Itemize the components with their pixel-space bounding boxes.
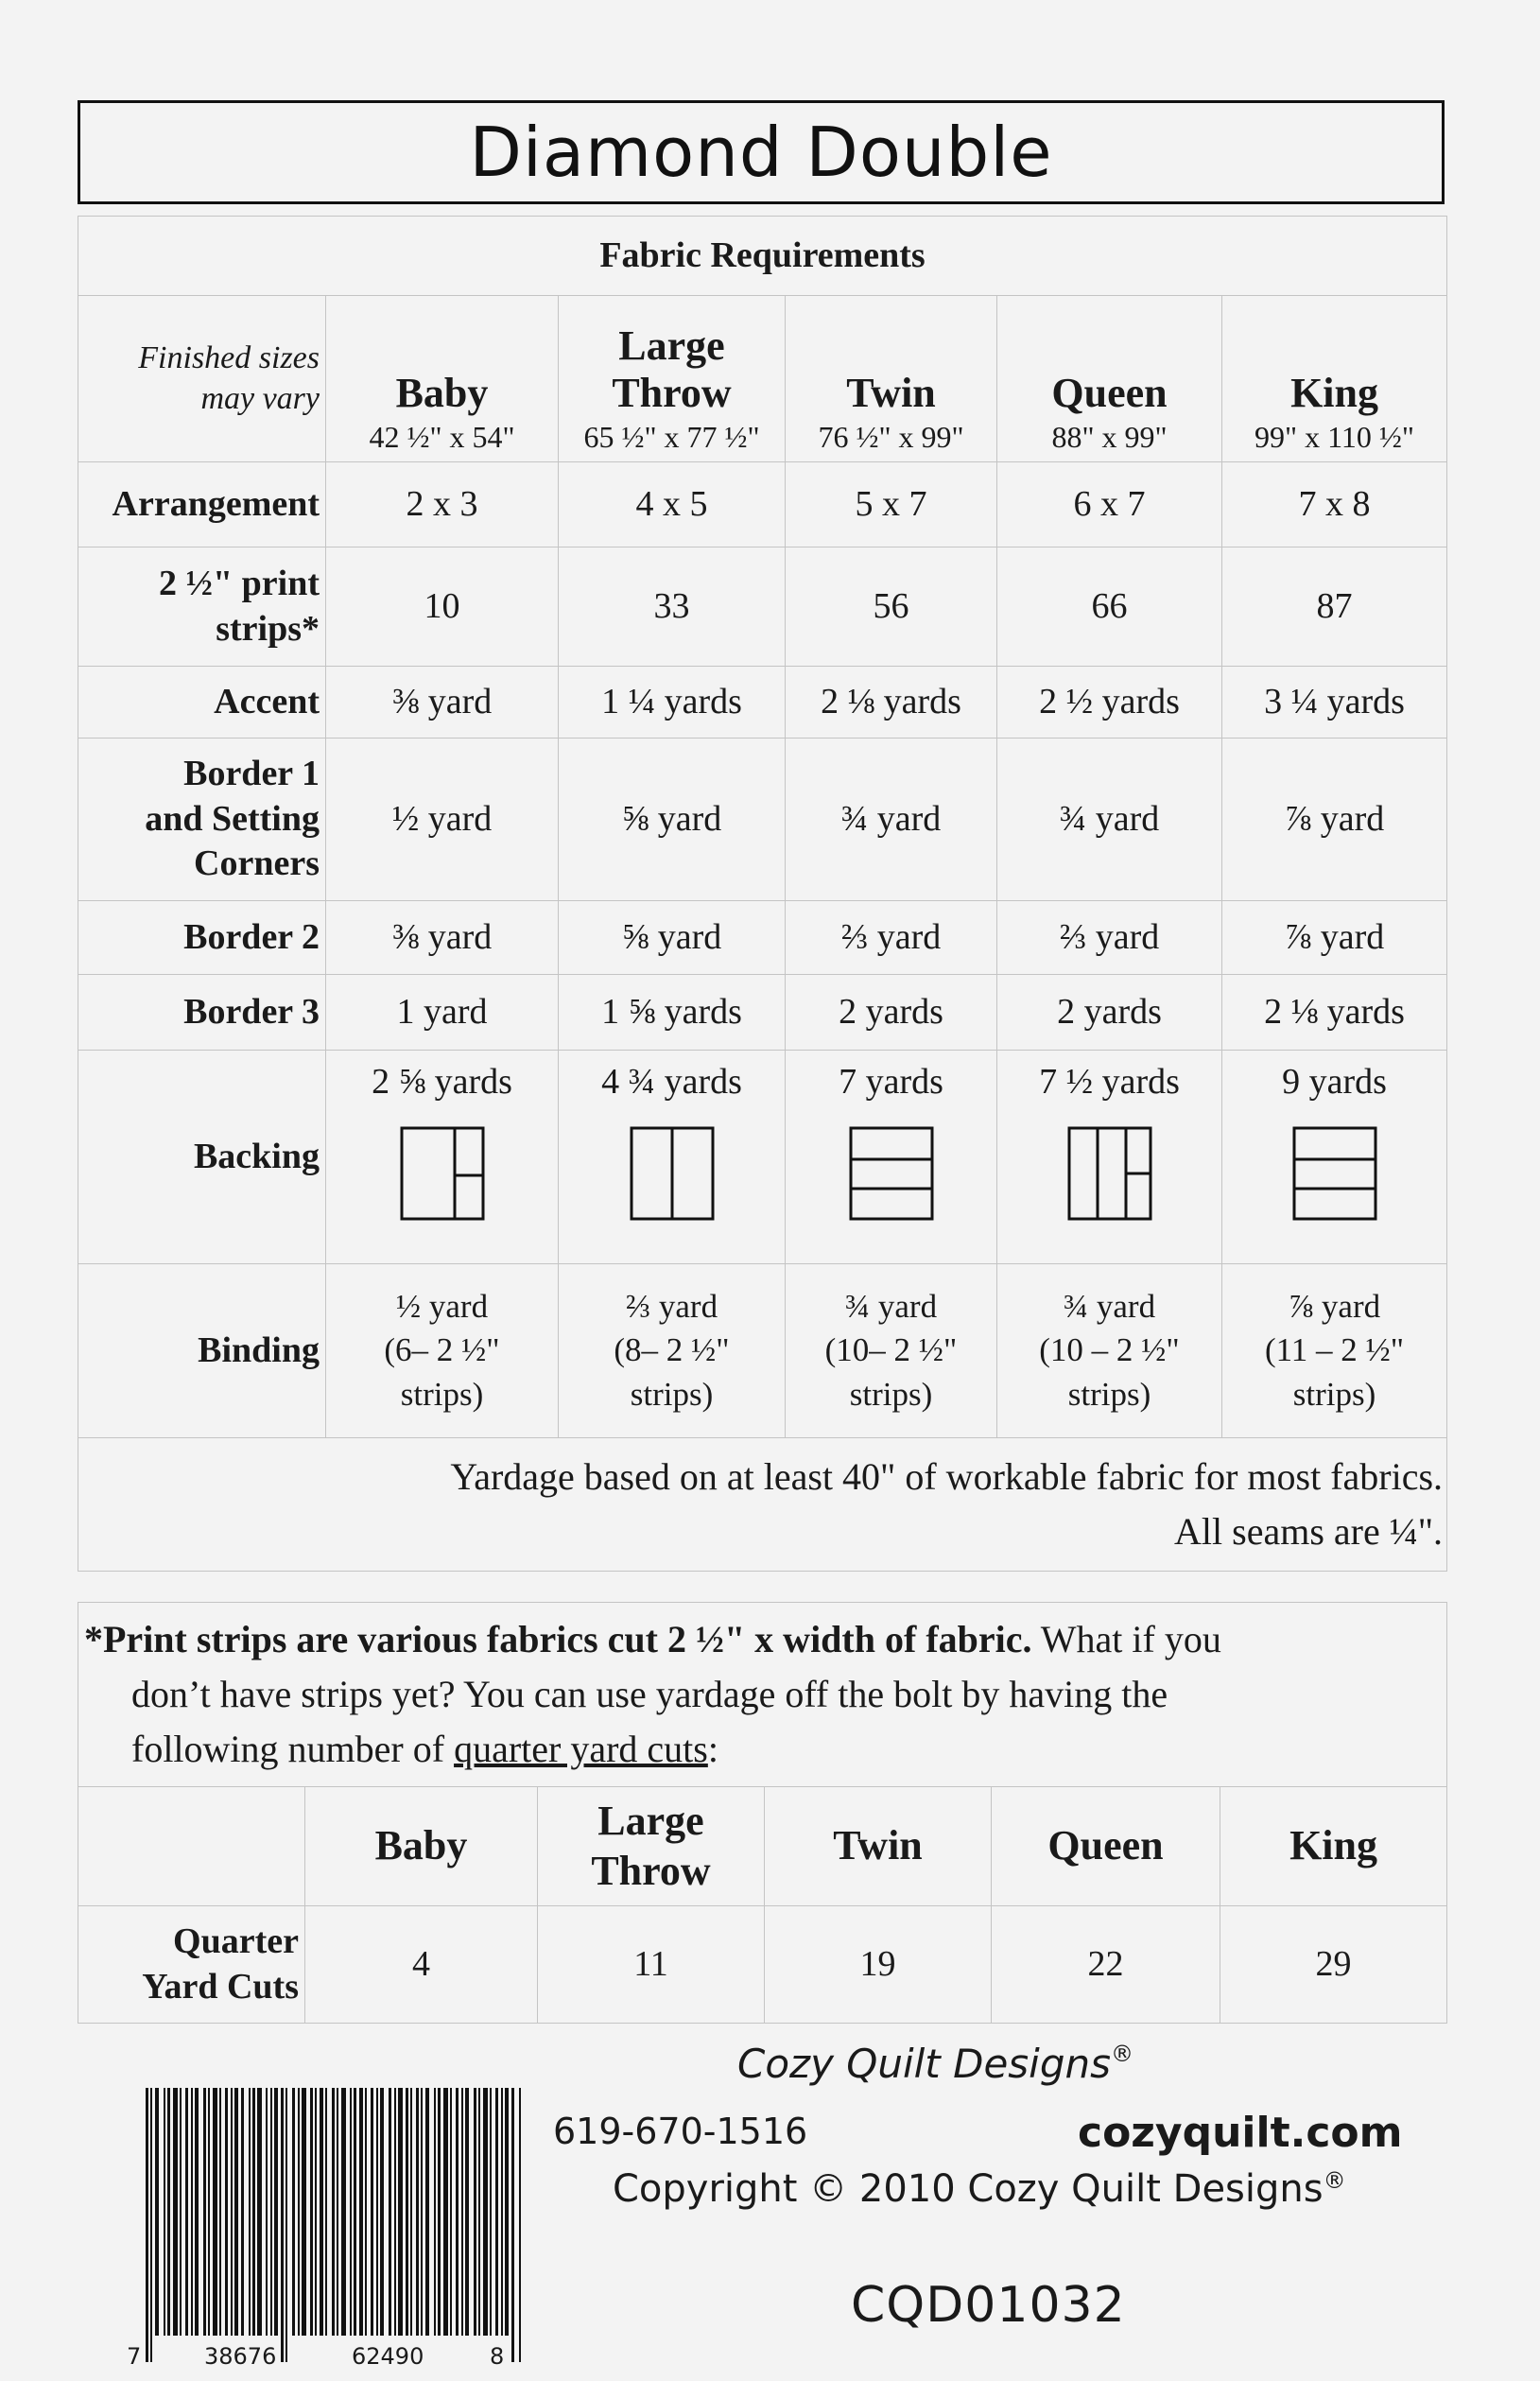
yardage-note-row (78, 1438, 1447, 1572)
size-name: Baby (395, 370, 489, 417)
value-cell (326, 975, 559, 1051)
cell-line: ⅔ yard (1059, 916, 1160, 957)
binding-row (78, 1264, 1447, 1438)
barcode-bar (257, 2088, 262, 2336)
barcode-bar (195, 2088, 199, 2336)
backing-amount: 7 yards (839, 1062, 943, 1102)
quarter-size-header (538, 1787, 765, 1906)
barcode-bar (146, 2088, 148, 2362)
footnote-row (78, 1603, 1447, 1787)
cell-line: strips* (216, 608, 320, 649)
backing-row (78, 1051, 1447, 1264)
quarter-yard-cuts-term: quarter yard cuts (454, 1728, 708, 1770)
size-dimensions: 42 ½" x 54" (369, 420, 515, 454)
cell-line: (10 – 2 ½" (1039, 1331, 1180, 1369)
barcode-bar (315, 2088, 317, 2336)
barcode-bar (241, 2088, 244, 2336)
barcode-bar (501, 2088, 503, 2336)
cell-line: Border 3 (183, 991, 320, 1032)
cell-line: Twin (833, 1822, 923, 1869)
backing-cell (326, 1051, 559, 1264)
cell-line: 2 ⅛ yards (821, 681, 961, 721)
footnote-line (84, 1722, 1443, 1777)
cell-line: 4 x 5 (635, 483, 708, 524)
value-cell (786, 462, 997, 547)
quarter-value-cell: 4 (305, 1906, 538, 2024)
registered-mark: ® (1323, 2167, 1346, 2194)
value-cell (559, 901, 786, 975)
barcode-bars (142, 2088, 529, 2372)
value-cell (559, 547, 786, 667)
barcode-bar (398, 2088, 403, 2336)
binding-cell (326, 1264, 559, 1438)
cell-line: Queen (1047, 1822, 1164, 1869)
barcode-bar (371, 2088, 373, 2336)
quarter-value-cell: 29 (1220, 1906, 1447, 2024)
row-label-binding: Binding (78, 1264, 326, 1438)
cell-line: ⅞ yard (1284, 798, 1385, 839)
size-dimensions: 65 ½" x 77 ½" (583, 420, 760, 454)
barcode-bar (164, 2088, 165, 2336)
cell-line: 6 x 7 (1073, 483, 1146, 524)
website-url[interactable]: cozyquilt.com (1078, 2109, 1403, 2157)
size-dimensions: 88" x 99" (1051, 420, 1168, 454)
cell-line: and Setting (145, 798, 320, 839)
cell-line: ½ yard (395, 1288, 489, 1326)
barcode-bar (450, 2088, 452, 2336)
cell-line: 3 ¼ yards (1264, 681, 1405, 721)
barcode-bar (511, 2088, 514, 2362)
barcode-bar (421, 2088, 423, 2336)
row-label (78, 667, 326, 739)
cell-line: 2 x 3 (406, 483, 478, 524)
barcode-bar (320, 2088, 323, 2336)
quarter-value-row (78, 1906, 1447, 2024)
cell-line: ⅞ yard (1284, 916, 1385, 957)
requirement-row (78, 739, 1447, 901)
cell-line: ⅝ yard (621, 798, 722, 839)
fabric-requirements-table (78, 216, 1447, 1572)
size-dimensions: 99" x 110 ½" (1254, 420, 1414, 454)
backing-cell (1222, 1051, 1447, 1264)
cell-line: 1 yard (396, 991, 488, 1032)
row-label (78, 975, 326, 1051)
barcode-bar (274, 2088, 278, 2336)
value-cell (326, 462, 559, 547)
size-name: Twin (846, 370, 936, 417)
barcode-bar (365, 2088, 367, 2336)
cell-line: Corners (194, 843, 320, 884)
barcode-bar (292, 2088, 295, 2336)
cell-line: ⅝ yard (621, 916, 722, 957)
label-line: Yard Cuts (142, 1966, 299, 2007)
cell-line: strips) (630, 1375, 714, 1413)
barcode-bar (490, 2088, 492, 2336)
barcode-bar (173, 2088, 178, 2336)
cell-line: strips) (849, 1375, 933, 1413)
finished-note-line: may vary (200, 380, 320, 416)
barcode-bar (325, 2088, 327, 2336)
value-cell (786, 547, 997, 667)
quarter-size-header (765, 1787, 992, 1906)
size-header-baby (326, 296, 559, 462)
cell-line: strips) (1292, 1375, 1376, 1413)
barcode-bar (438, 2088, 441, 2336)
barcode-bar (495, 2088, 498, 2336)
value-cell (1222, 739, 1447, 901)
barcode-bar (341, 2088, 346, 2336)
barcode-bar (302, 2088, 306, 2336)
value-cell (997, 901, 1222, 975)
value-cell (997, 667, 1222, 739)
barcode-bar (416, 2088, 419, 2336)
size-header-queen (997, 296, 1222, 462)
cell-line: (8– 2 ½" (614, 1331, 730, 1369)
cell-line: 5 x 7 (855, 483, 927, 524)
barcode-bar (180, 2088, 182, 2336)
value-cell (1222, 667, 1447, 739)
yardage-note-line: All seams are ¼". (1174, 1510, 1444, 1553)
barcode-bar (219, 2088, 221, 2336)
barcode-digit: 62490 (352, 2343, 424, 2370)
barcode-bar (208, 2088, 210, 2336)
value-cell (786, 667, 997, 739)
barcode-bar (350, 2088, 352, 2336)
barcode-bar (234, 2088, 238, 2336)
size-name: King (1290, 370, 1378, 417)
brand-logo-text (737, 2041, 1133, 2087)
barcode-bar (505, 2088, 509, 2336)
cell-line: (6– 2 ½" (384, 1331, 500, 1369)
barcode-bar (376, 2088, 378, 2336)
quarter-value-cell: 22 (992, 1906, 1220, 2024)
cell-line: 2 ⅛ yards (1264, 991, 1405, 1032)
value-cell (1222, 547, 1447, 667)
footnote-bold: *Print strips are various fabrics cut 2 ½" x width of fabric. (84, 1618, 1032, 1660)
value-cell (997, 739, 1222, 901)
registered-mark: ® (1111, 2041, 1134, 2067)
cell-line: ⅔ yard (840, 916, 942, 957)
quarter-size-header (1220, 1787, 1447, 1906)
label-line: Quarter (173, 1921, 299, 1961)
yardage-note-line: Yardage based on at least 40" of workable fabric for most fabrics. (450, 1455, 1444, 1498)
quarter-yard-table (78, 1602, 1447, 2024)
barcode-bar (443, 2088, 448, 2336)
row-label (78, 547, 326, 667)
copyright-notice (613, 2167, 1346, 2211)
footnote-text: : (707, 1728, 718, 1770)
value-cell (326, 547, 559, 667)
barcode (127, 2088, 529, 2376)
value-cell (326, 739, 559, 901)
size-header-large-throw (559, 296, 786, 462)
barcode-bar (425, 2088, 429, 2336)
backing-2v-icon (630, 1126, 715, 1221)
barcode-bar (185, 2088, 188, 2336)
cell-line: King (1289, 1822, 1377, 1869)
barcode-bar (394, 2088, 396, 2336)
barcode-bar (270, 2088, 272, 2336)
cell-line: 7 x 8 (1298, 483, 1371, 524)
barcode-bar (249, 2088, 251, 2336)
cell-line: strips) (1067, 1375, 1151, 1413)
barcode-bar (354, 2088, 356, 2336)
barcode-bar (231, 2088, 233, 2336)
binding-cell (997, 1264, 1222, 1438)
cell-line: (10– 2 ½" (824, 1331, 958, 1369)
binding-cell (786, 1264, 997, 1438)
pattern-title: Diamond Double (469, 113, 1053, 192)
barcode-bar (434, 2088, 436, 2336)
footnote-text: following number of (131, 1728, 455, 1770)
product-code: CQD01032 (851, 2277, 1126, 2334)
barcode-bar (332, 2088, 335, 2336)
table-heading: Fabric Requirements (78, 217, 1447, 296)
finished-note-line: Finished sizes (138, 340, 320, 375)
value-cell (559, 462, 786, 547)
value-cell (559, 975, 786, 1051)
cell-line: Large (597, 1797, 704, 1844)
barcode-bar (337, 2088, 338, 2336)
cell-line: 56 (873, 585, 909, 626)
row-label-quarter-yard-cuts (78, 1906, 305, 2024)
cell-line: ⅔ yard (625, 1288, 718, 1326)
cell-line: Throw (591, 1847, 711, 1894)
cell-line: 2 ½ yards (1039, 681, 1180, 721)
size-name: Large (618, 322, 725, 369)
print-strips-footnote (78, 1603, 1447, 1787)
cell-line: 2 yards (839, 991, 943, 1032)
copyright-text: Copyright © 2010 Cozy Quilt Designs (613, 2167, 1324, 2211)
barcode-bar (461, 2088, 463, 2336)
barcode-bar (465, 2088, 469, 2336)
requirement-row (78, 901, 1447, 975)
finished-sizes-note (78, 296, 326, 462)
requirement-row (78, 462, 1447, 547)
cell-line: ⅜ yard (391, 916, 493, 957)
cell-line: strips) (400, 1375, 484, 1413)
value-cell (997, 975, 1222, 1051)
title-box (78, 100, 1445, 204)
value-cell (559, 739, 786, 901)
cell-line: ⅜ yard (391, 681, 493, 721)
cell-line: (11 – 2 ½" (1264, 1331, 1405, 1369)
value-cell (997, 547, 1222, 667)
barcode-bar (213, 2088, 217, 2336)
cell-line: ¾ yard (840, 798, 942, 839)
cell-line: Border 2 (183, 916, 320, 957)
brand-name: Cozy Quilt Designs (737, 2041, 1112, 2087)
size-name: Throw (612, 370, 732, 417)
requirement-row (78, 547, 1447, 667)
backing-3h-icon (849, 1126, 934, 1221)
quarter-value-cell: 19 (765, 1906, 992, 2024)
backing-amount: 7 ½ yards (1039, 1062, 1180, 1102)
binding-cell (1222, 1264, 1447, 1438)
cell-line: ½ yard (391, 798, 493, 839)
backing-amount: 9 yards (1282, 1062, 1387, 1102)
value-cell (1222, 901, 1447, 975)
cell-line: 66 (1091, 585, 1128, 626)
cell-line: 1 ¼ yards (601, 681, 742, 721)
barcode-bar (406, 2088, 408, 2336)
quarter-size-header (992, 1787, 1220, 1906)
value-cell (1222, 462, 1447, 547)
cell-line: Accent (214, 681, 320, 721)
barcode-bar (281, 2088, 284, 2362)
barcode-bar (478, 2088, 480, 2336)
yardage-note (78, 1438, 1447, 1572)
row-label-backing: Backing (78, 1051, 326, 1264)
backing-amount: 2 ⅝ yards (372, 1062, 512, 1102)
barcode-bar (483, 2088, 488, 2336)
backing-2v-split-icon (400, 1126, 485, 1221)
value-cell (997, 462, 1222, 547)
barcode-digit: 7 (127, 2343, 142, 2370)
value-cell (326, 901, 559, 975)
backing-cell (559, 1051, 786, 1264)
cell-line: ¾ yard (844, 1288, 938, 1326)
barcode-bar (389, 2088, 391, 2336)
empty-cell (78, 1787, 305, 1906)
barcode-bar (456, 2088, 459, 2336)
cell-line: ¾ yard (1063, 1288, 1156, 1326)
barcode-digit: 8 (490, 2343, 505, 2370)
cell-line: Baby (374, 1822, 468, 1869)
barcode-digit: 38676 (204, 2343, 277, 2370)
value-cell (559, 667, 786, 739)
barcode-bar (167, 2088, 170, 2336)
barcode-bar (380, 2088, 384, 2336)
row-label (78, 901, 326, 975)
size-header-king (1222, 296, 1447, 462)
backing-3h-icon (1292, 1126, 1377, 1221)
quarter-size-header (305, 1787, 538, 1906)
backing-3v-split-icon (1067, 1126, 1152, 1221)
requirement-row (78, 975, 1447, 1051)
quarter-value-cell: 11 (538, 1906, 765, 2024)
footnote-text: What if you (1031, 1618, 1221, 1660)
barcode-bar (191, 2088, 193, 2336)
barcode-bar (203, 2088, 206, 2336)
barcode-bar (266, 2088, 268, 2336)
size-name: Queen (1051, 370, 1168, 417)
requirement-row (78, 667, 1447, 739)
phone-number: 619-670-1516 (553, 2111, 808, 2152)
row-label (78, 462, 326, 547)
cell-line: Arrangement (112, 483, 320, 524)
binding-cell (559, 1264, 786, 1438)
cell-line: 87 (1316, 585, 1353, 626)
barcode-bar (310, 2088, 313, 2336)
value-cell (786, 975, 997, 1051)
cell-line: ⅞ yard (1288, 1288, 1381, 1326)
value-cell (326, 667, 559, 739)
value-cell (786, 739, 997, 901)
value-cell (1222, 975, 1447, 1051)
barcode-bar (359, 2088, 363, 2336)
row-label (78, 739, 326, 901)
barcode-bar (286, 2088, 287, 2362)
footnote-line: don’t have strips yet? You can use yardage off the bolt by having the (131, 1673, 1168, 1715)
cell-line: 2 yards (1057, 991, 1162, 1032)
barcode-bar (474, 2088, 476, 2336)
cell-line: ¾ yard (1059, 798, 1160, 839)
quarter-header-row (78, 1787, 1447, 1906)
backing-cell (997, 1051, 1222, 1264)
barcode-bar (519, 2088, 521, 2362)
heading-row (78, 217, 1447, 296)
sizes-row (78, 296, 1447, 462)
barcode-bar (252, 2088, 255, 2336)
cell-line: Border 1 (183, 754, 320, 794)
backing-cell (786, 1051, 997, 1264)
cell-line: 33 (653, 585, 690, 626)
backing-amount: 4 ¾ yards (601, 1062, 742, 1102)
cell-line: 1 ⅝ yards (601, 991, 742, 1032)
barcode-bar (410, 2088, 412, 2336)
cell-line: 2 ½" print (159, 564, 320, 603)
value-cell (786, 901, 997, 975)
barcode-bar (155, 2088, 159, 2336)
cell-line: 10 (424, 585, 460, 626)
barcode-bar (225, 2088, 228, 2336)
barcode-bar (298, 2088, 300, 2336)
size-dimensions: 76 ½" x 99" (818, 420, 964, 454)
size-header-twin (786, 296, 997, 462)
barcode-bar (150, 2088, 152, 2362)
